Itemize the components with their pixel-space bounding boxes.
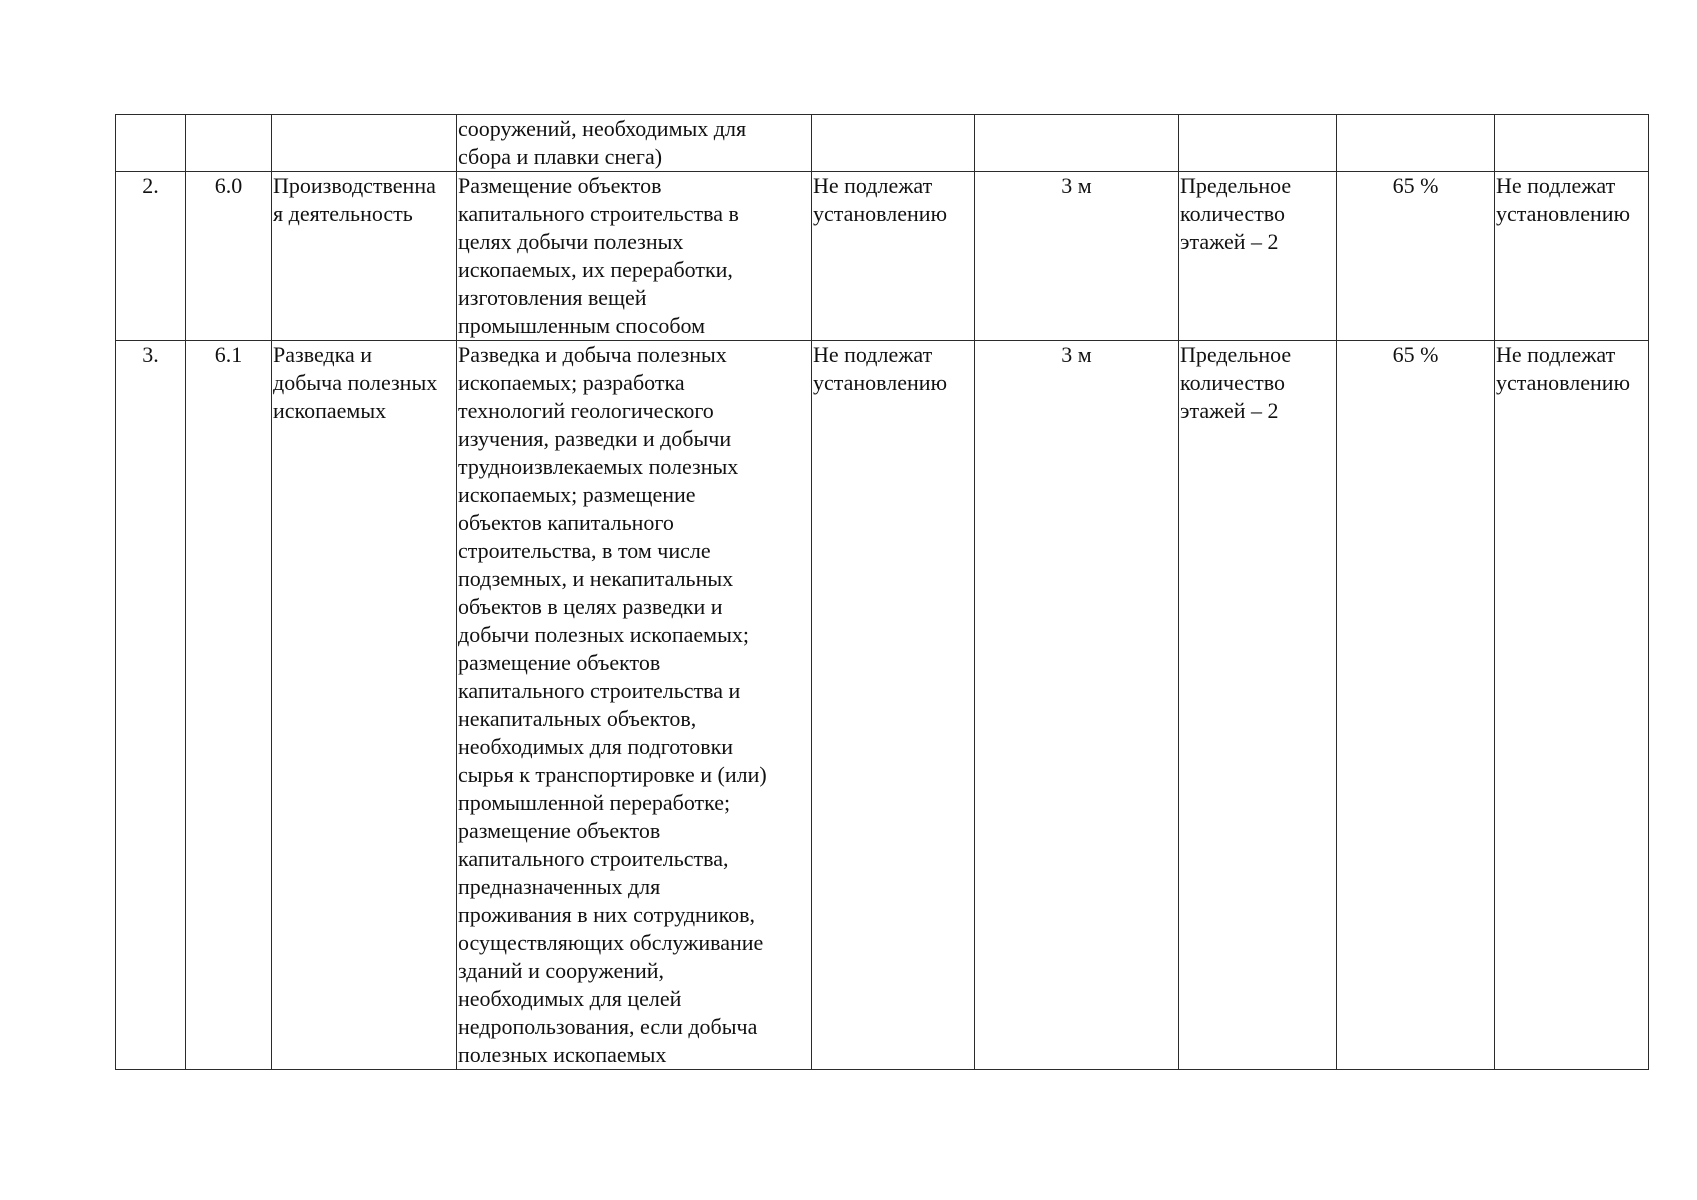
row-number: 3. [142, 342, 159, 367]
coverage-cell [1337, 172, 1495, 341]
row-number: 2. [142, 173, 159, 198]
use-description: Размещение объектов капитального строительства в целях добычи полезных ископаемых, их переработки, изготовления вещей промышленным способом [458, 173, 739, 338]
floors-cell [1179, 115, 1337, 172]
coverage-cell [1337, 115, 1495, 172]
row-number-cell [116, 341, 186, 1070]
use-name-cell [272, 341, 457, 1070]
use-description-cell [457, 341, 812, 1070]
setback-cell [975, 115, 1179, 172]
floors: Предельное количество этажей – 2 [1180, 173, 1292, 254]
plot-size: Не подлежат установлению [813, 342, 948, 395]
plot-size-cell [812, 115, 975, 172]
use-code-cell [186, 115, 272, 172]
use-code: 6.1 [214, 342, 243, 367]
setback: 3 м [1061, 173, 1092, 198]
floors: Предельное количество этажей – 2 [1180, 342, 1292, 423]
use-description-cell [457, 172, 812, 341]
use-code-cell [186, 172, 272, 341]
use-name: Разведка и добыча полезных ископаемых [273, 342, 438, 423]
plot-size-cell [812, 341, 975, 1070]
restrictions-cell [1495, 341, 1649, 1070]
use-name-cell [272, 115, 457, 172]
table-row [116, 115, 1649, 172]
row-number-cell [116, 172, 186, 341]
row-number-cell [116, 115, 186, 172]
setback: 3 м [1061, 342, 1092, 367]
table-row [116, 341, 1649, 1070]
use-name: Производственна я деятельность [273, 173, 436, 226]
use-code-cell [186, 341, 272, 1070]
land-use-regulations-table [115, 114, 1649, 1070]
setback-cell [975, 341, 1179, 1070]
floors-cell [1179, 341, 1337, 1070]
restrictions: Не подлежат установлению [1496, 342, 1631, 395]
floors-cell [1179, 172, 1337, 341]
plot-size-cell [812, 172, 975, 341]
plot-size: Не подлежат установлению [813, 173, 948, 226]
restrictions: Не подлежат установлению [1496, 173, 1631, 226]
use-description: Разведка и добыча полезных ископаемых; разработка технологий геологического изучения, разведки и добычи трудноизвлекаемых полезных ископаемых; размещение объектов капитального строительства, в том числе подземных, и некапитальных объектов в целях разведки и добычи полезных ископаемых; размещение объектов капитального строительства и некапитальных объектов, необходимых для подготовки сырья к транспортировке и (или) промышленной переработке; размещение объектов капитального строительства, предназначенных для проживания в них сотрудников, осуществляющих обслуживание зданий и сооружений, необходимых для целей недропользования, если добыча полезных ископаемых [458, 342, 767, 1067]
use-description-cell [457, 115, 812, 172]
coverage: 65 % [1392, 342, 1439, 367]
restrictions-cell [1495, 115, 1649, 172]
use-name-cell [272, 172, 457, 341]
table-row [116, 172, 1649, 341]
coverage-cell [1337, 341, 1495, 1070]
use-description: сооружений, необходимых для сбора и плавки снега) [458, 116, 747, 169]
setback-cell [975, 172, 1179, 341]
use-code: 6.0 [214, 173, 243, 198]
coverage: 65 % [1392, 173, 1439, 198]
restrictions-cell [1495, 172, 1649, 341]
